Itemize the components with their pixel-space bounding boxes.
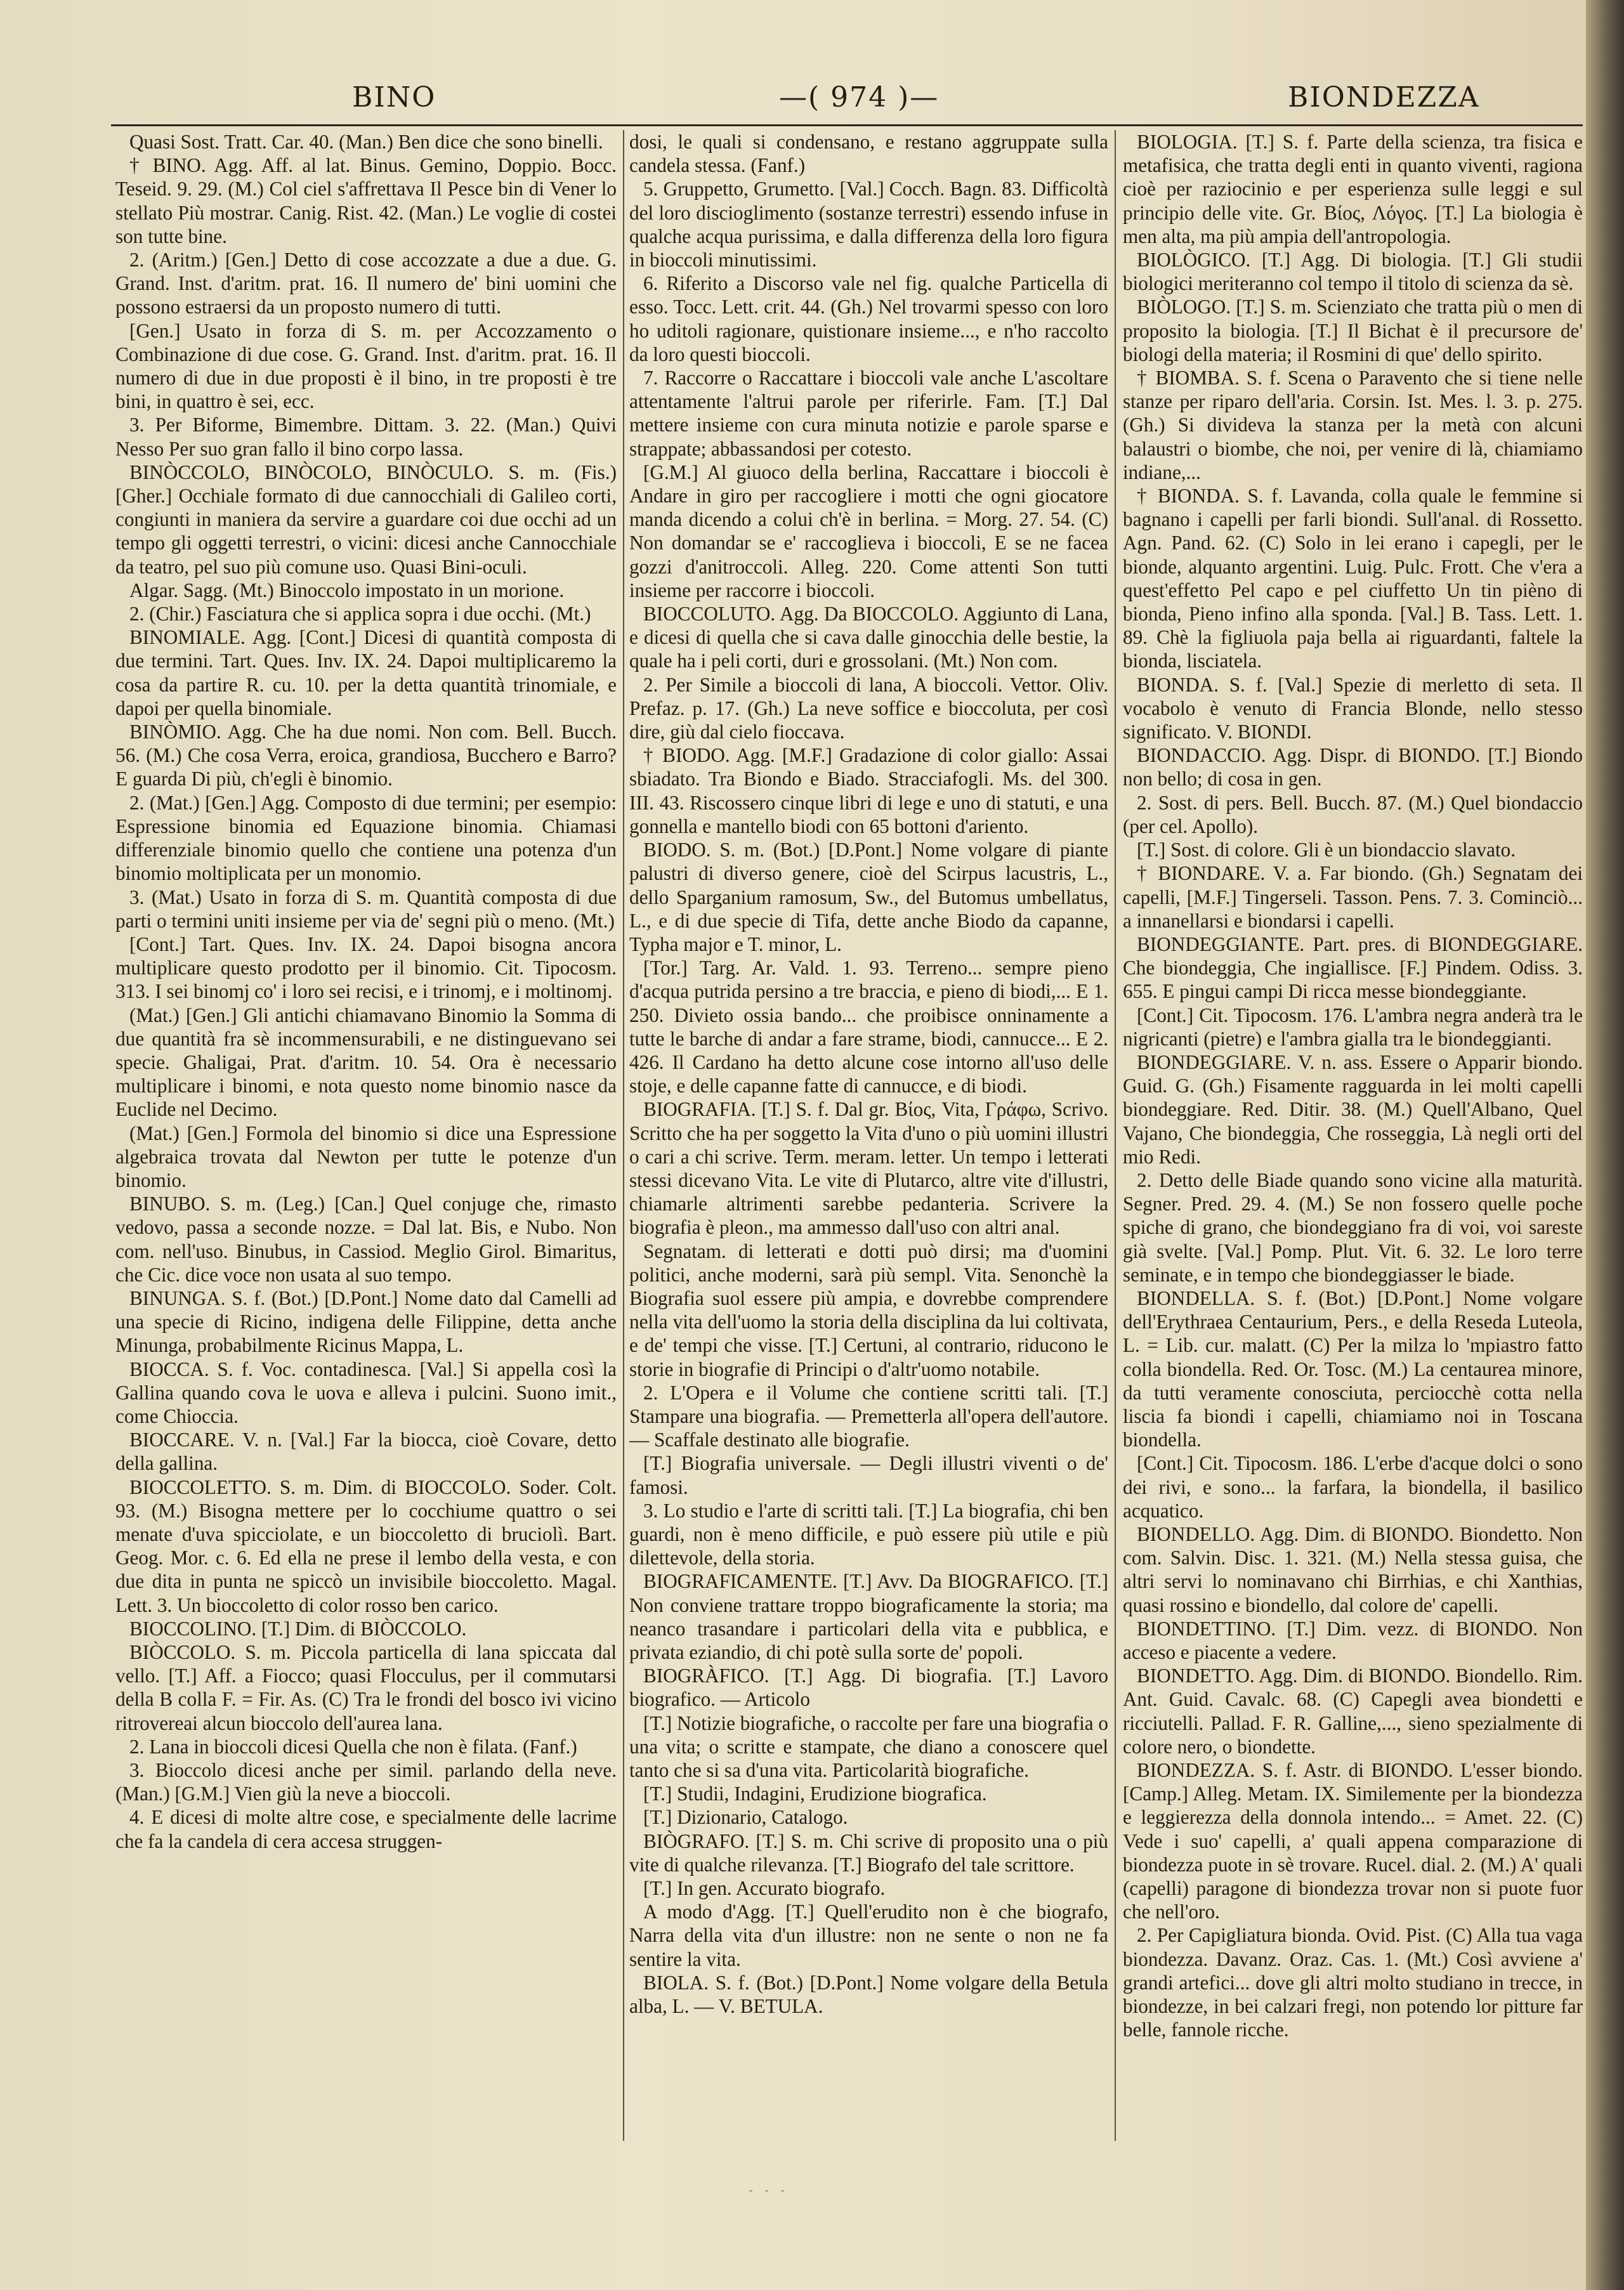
dictionary-entry: 7. Raccorre o Raccattare i bioccoli vale anche L'ascoltare attentamente l'altrui parole per riferirle. Fam. [T.] Dal mettere insieme con cura minuta notizie e parole sparse e strappate; abbassandosi per cotesto. bbox=[629, 367, 1108, 460]
dictionary-entry: BIODO. S. m. (Bot.) [D.Pont.] Nome volgare di piante palustri di diverso genere, cioè del Scirpus lacustris, L., dello Sparganium ramosum, Sw., del Butomus umbellatus, L., e di due specie di Tifa, dette anche Biodo da capanne, Typha major e T. minor, L. bbox=[629, 839, 1108, 955]
dictionary-entry: BIÒCCOLO. S. m. Piccola particella di lana spiccata dal vello. [T.] Aff. a Fiocco; quasi Flocculus, per il commutarsi della B colla F. = Fir. As. (C) Tra le frondi del bosco ivi vicino ritrovereai alcun bioccolo dell'aurea lana. bbox=[115, 1641, 617, 1734]
dictionary-entry: BINOMIALE. Agg. [Cont.] Dicesi di quantità composta di due termini. Tart. Ques. Inv. IX. 24. Dapoi multiplicaremo la cosa da partire R. cu. 10. per la detta quantità trinomiale, e dapoi per quella binomiale. bbox=[115, 626, 617, 719]
dictionary-entry: dosi, le quali si condensano, e restano aggruppate sulla candela stessa. (Fanf.) bbox=[629, 131, 1108, 177]
dictionary-entry: [Cont.] Cit. Tipocosm. 186. L'erbe d'acque dolci o sono dei rivi, e sono... la farfara, la biondella, il basilico acquatico. bbox=[1123, 1452, 1583, 1522]
dictionary-entry: BIONDELLO. Agg. Dim. di BIONDO. Biondetto. Non com. Salvin. Disc. 1. 321. (M.) Nella stessa guisa, che altri servi lo nominavano chi Birrhias, e chi Xanthias, quasi rossino e biondello, dal colore de' capelli. bbox=[1123, 1522, 1583, 1616]
dictionary-entry: 2. (Aritm.) [Gen.] Detto di cose accozzate a due a due. G. Grand. Inst. d'aritm. prat. 16. Il numero de' bini uomini che possono estraersi da un proposto numero di tutti. bbox=[115, 249, 617, 318]
dictionary-entry: † BIODO. Agg. [M.F.] Gradazione di color giallo: Assai sbiadato. Tra Biondo e Biado. Stracciafogli. Ms. del 300. III. 43. Riscossero cinque libri di lege e uno di statuti, e una gonnella e mantello biodi con 65 bottoni d'ariento. bbox=[629, 744, 1108, 837]
column-middle bbox=[629, 130, 1108, 2242]
dictionary-entry: BIOCCOLINO. [T.] Dim. di BIÒCCOLO. bbox=[129, 1617, 467, 1640]
dictionary-entry: [T.] In gen. Accurato biografo. bbox=[643, 1877, 886, 1900]
page-smudge: - - - bbox=[749, 2182, 789, 2197]
dictionary-entry: BIOLÒGICO. [T.] Agg. Di biologia. [T.] Gli studii biologici meriteranno col tempo il titolo di scienza da sè. bbox=[1123, 249, 1583, 295]
dictionary-entry: BIONDA. S. f. [Val.] Spezie di merletto di seta. Il vocabolo è venuto di Francia Blonde, nello stesso significato. V. BIONDI. bbox=[1123, 673, 1583, 743]
column-right bbox=[1123, 130, 1583, 2242]
dictionary-entry: 3. (Mat.) Usato in forza di S. m. Quantità composta di due parti o termini uniti insieme per via de' segni più o meno. (Mt.) bbox=[115, 886, 617, 932]
dictionary-entry: BINUNGA. S. f. (Bot.) [D.Pont.] Nome dato dal Camelli ad una specie di Ricino, indigena delle Filippine, detta anche Minunga, probabilmente Ricinus Mappa, L. bbox=[115, 1286, 617, 1357]
dictionary-entry: (Mat.) [Gen.] Formola del binomio si dice una Espressione algebraica trovata dal Newton per tutte le potenze d'un binomio. bbox=[115, 1122, 617, 1191]
dictionary-entry: [Cont.] Cit. Tipocosm. 176. L'ambra negra anderà tra le nigricanti (pietre) e l'ambra gialla tra le biondeggianti. bbox=[1123, 1004, 1583, 1050]
dictionary-entry: 2. (Chir.) Fasciatura che si applica sopra i due occhi. (Mt.) bbox=[129, 603, 591, 625]
dictionary-entry: 3. Bioccolo dicesi anche per simil. parlando della neve. (Man.) [G.M.] Vien giù la neve a bioccoli. bbox=[115, 1759, 617, 1805]
dictionary-entry: [G.M.] Al giuoco della berlina, Raccattare i bioccoli è Andare in giro per raccogliere i motti che ogni giocatore manda dicendo a colui ch'è in berlina. = Morg. 27. 54. (C) Non domandar se e' raccoglieva i bioccoli, E se ne facea gozzi d'anitroccoli. Alleg. 220. Come attenti Son tutti insieme per raccorre i bioccoli. bbox=[629, 461, 1108, 601]
dictionary-entry: BIONDEZZA. S. f. Astr. di BIONDO. L'esser biondo. [Camp.] Alleg. Metam. IX. Similemente per la biondezza e leggierezza della donnola intendo... = Amet. 22. (C) Vede i suo' capelli, a' quali appena comparazione di biondezza puote in sè trovare. Rucel. dial. 2. (M.) A' quali (capelli) paragone di biondezza trovar non si puote fuor che nell'oro. bbox=[1123, 1759, 1583, 1923]
dictionary-entry: BIÒGRAFO. [T.] S. m. Chi scrive di proposito una o più vite di qualche rilevanza. [T.] Biografo del tale scrittore. bbox=[629, 1829, 1108, 1876]
dictionary-entry: † BIOMBA. S. f. Scena o Paravento che si tiene nelle stanze per riparo dell'aria. Corsin. Ist. Mes. l. 3. p. 275. (Gh.) Si divideva la stanza per la metà con alcuni balaustri o biombe, che noi, per venire di là, chiamiamo indiane,... bbox=[1123, 367, 1583, 483]
dictionary-entry: [T.] Notizie biografiche, o raccolte per fare una biografia o una vita; o scritte e stampate, che diano a conoscere quel tanto che si sa d'una vita. Particolarità biografiche. bbox=[629, 1711, 1108, 1782]
header-right-guideword: BIONDEZZA bbox=[1288, 81, 1480, 114]
dictionary-entry: BIOGRAFICAMENTE. [T.] Avv. Da BIOGRAFICO. [T.] Non conviene trattare troppo biograficamente la storia; ma neanco trasandare i particolari della vita e pubblica, e privata eziandio, di chi potè sulla sorte de' popoli. bbox=[629, 1570, 1108, 1663]
dictionary-entry: [T.] Biografia universale. — Degli illustri viventi o de' famosi. bbox=[629, 1452, 1108, 1498]
dictionary-entry: 2. (Mat.) [Gen.] Agg. Composto di due termini; per esempio: Espressione binomia ed Equazione binomia. Chiamasi differenziale binomio quello che contiene una potenza d'un binomio moltiplicata per un monomio. bbox=[115, 791, 617, 885]
column-left bbox=[115, 130, 617, 2242]
dictionary-entry: [T.] Dizionario, Catalogo. bbox=[643, 1806, 848, 1829]
dictionary-entry: BIOCCOLUTO. Agg. Da BIOCCOLO. Aggiunto di Lana, e dicesi di quella che si cava dalle ginocchia delle bestie, la quale ha i peli corti, duri e grossolani. (Mt.) Non com. bbox=[629, 603, 1108, 672]
dictionary-entry: 6. Riferito a Discorso vale nel fig. qualche Particella di esso. Tocc. Lett. crit. 44. (Gh.) Nel trovarmi spesso con loro ho uditoli ragionare, quistionare insieme..., e n'ho raccolto da loro questi bioccoli. bbox=[629, 272, 1108, 365]
dictionary-entry: 3. Per Biforme, Bimembre. Dittam. 3. 22. (Man.) Quivi Nesso Per suo gran fallo il bino corpo lassa. bbox=[115, 414, 617, 460]
dictionary-entry: Segnatam. di letterati e dotti può dirsi; ma d'uomini politici, anche moderni, sarà più sempl. Vita. Senonchè la Biografia suol essere più ampia, e dovrebbe comprendere nella vita dell'uomo la storia della disciplina da lui coltivata, e de' tempi che visse. [T.] Certuni, al contrario, riducono le storie in biografie di Principi o d'altr'uomo notabile. bbox=[629, 1240, 1108, 1380]
dictionary-entry: BIONDACCIO. Agg. Dispr. di BIONDO. [T.] Biondo non bello; di cosa in gen. bbox=[1123, 744, 1583, 790]
dictionary-entry: 2. Detto delle Biade quando sono vicine alla maturità. Segner. Pred. 29. 4. (M.) Se non fossero quelle poche spiche di grano, che biondeggiano fra di voi, voi sareste già svelte. [Val.] Pomp. Plut. Vit. 6. 32. Le loro terre seminate, e in tempo che biondeggiasser le biade. bbox=[1123, 1168, 1583, 1286]
column-divider bbox=[623, 130, 624, 2141]
page-number: —( 974 )— bbox=[779, 81, 940, 114]
dictionary-entry: BINÒCCOLO, BINÒCOLO, BINÒCULO. S. m. (Fis.) [Gher.] Occhiale formato di due cannocchiali di Galileo corti, congiunti in maniera da servire a guardare coi due occhi ad un tempo gli oggetti terrestri, o vicini: dicesi anche Cannocchiale da teatro, pel suo più comune uso. Quasi Bini-oculi. bbox=[115, 461, 617, 578]
dictionary-entry: BIOLOGIA. [T.] S. f. Parte della scienza, tra fisica e metafisica, che tratta degli enti in quanto viventi, ragiona cioè per raziocinio e per esperienza sulle leggi e sul principio delle vite. Gr. Βίος, Λόγος. [T.] La biologia è men alta, ma più ampia dell'antropologia. bbox=[1123, 131, 1583, 247]
dictionary-entry: BINÒMIO. Agg. Che ha due nomi. Non com. Bell. Bucch. 56. (M.) Che cosa Verra, eroica, grandiosa, Bucchero e Barro? E guarda Di più, ch'egli è binomio. bbox=[115, 721, 617, 790]
header-rule bbox=[111, 124, 1583, 126]
dictionary-entry: BIOLA. S. f. (Bot.) [D.Pont.] Nome volgare della Betula alba, L. — V. BETULA. bbox=[629, 1971, 1108, 2018]
dictionary-entry: BIONDETTINO. [T.] Dim. vezz. di BIONDO. Non acceso e piacente a vedere. bbox=[1123, 1617, 1583, 1663]
dictionary-entry: † BINO. Agg. Aff. al lat. Binus. Gemino, Doppio. Bocc. Teseid. 9. 29. (M.) Col ciel s'affrettava Il Pesce bin di Vener lo stellato Più mostrar. Canig. Rist. 42. (Man.) Le voglie di costei son tutte bine. bbox=[115, 154, 617, 247]
dictionary-entry: BINUBO. S. m. (Leg.) [Can.] Quel conjuge che, rimasto vedovo, passa a seconde nozze. = Dal lat. Bis, e Nubo. Non com. nell'uso. Binubus, in Cassiod. Meglio Girol. Bimaritus, che Cic. dice voce non usata al suo tempo. bbox=[115, 1193, 617, 1286]
dictionary-entry: BIOCCA. S. f. Voc. contadinesca. [Val.] Si appella così la Gallina quando cova le uova e alleva i pulcini. Suono imit., come Chioccia. bbox=[115, 1358, 617, 1427]
dictionary-entry: (Mat.) [Gen.] Gli antichi chiamavano Binomio la Somma di due quantità fra sè incommensurabili, e ne distinguevano sei specie. Ghaligai, Prat. d'aritm. 10. 54. Ora è necessario multiplicare i binomi, e nota questo nome binomio nasce da Euclide nel Decimo. bbox=[115, 1004, 617, 1121]
column-divider bbox=[1115, 130, 1116, 2141]
dictionary-entry: 4. E dicesi di molte altre cose, e specialmente delle lacrime che fa la candela di cera accesa struggen- bbox=[115, 1806, 617, 1852]
dictionary-entry: 2. Per Capigliatura bionda. Ovid. Pist. (C) Alla tua vaga biondezza. Davanz. Oraz. Cas. 1. (Mt.) Così avviene a' grandi artefici... dove gli altri molto studiano in trecce, in biondezze, in bei calzari fregi, non potendo lor pitture far belle, fannole ricche. bbox=[1123, 1924, 1583, 2041]
dictionary-entry: † BIONDARE. V. a. Far biondo. (Gh.) Segnatam dei capelli, [M.F.] Tingerseli. Tasson. Pens. 7. 3. Cominciò... a innanellarsi e biondarsi i capelli. bbox=[1123, 862, 1583, 932]
dictionary-entry: [T.] Studii, Indagini, Erudizione biografica. bbox=[643, 1783, 987, 1805]
dictionary-entry: BIOGRAFIA. [T.] S. f. Dal gr. Βίος, Vita, Γράφω, Scrivo. Scritto che ha per soggetto la Vita d'uno o più uomini illustri o cari a chi scrive. Term. meram. letter. Un tempo i letterati stessi dicevano Vita. Le vite di Plutarco, altre vite d'illustri, chiamarle altrimenti sarebbe pedanteria. Scrivere la biografia è pleon., ma ammesso dall'uso con altri anal. bbox=[629, 1098, 1108, 1239]
dictionary-entry: BIOCCARE. V. n. [Val.] Far la biocca, cioè Covare, detto della gallina. bbox=[115, 1429, 617, 1475]
dictionary-entry: [Cont.] Tart. Ques. Inv. IX. 24. Dapoi bisogna ancora multiplicare questo prodotto per il binomio. Cit. Tipocosm. 313. I sei binomj co' i loro sei recisi, e i trinomj, e i moltinomj. bbox=[115, 932, 617, 1003]
dictionary-entry: 3. Lo studio e l'arte di scritti tali. [T.] La biografia, chi ben guardi, non è meno difficile, e può essere più utile e più dilettevole, della storia. bbox=[629, 1499, 1108, 1569]
dictionary-entry: [Gen.] Usato in forza di S. m. per Accozzamento o Combinazione di due cose. G. Grand. Inst. d'aritm. prat. 16. Il numero di due in due proposti è il bino, in tre proposti è tre bini, in quattro è sei, ecc. bbox=[115, 319, 617, 413]
dictionary-entry: 2. Lana in bioccoli dicesi Quella che non è filata. (Fanf.) bbox=[129, 1735, 577, 1758]
dictionary-entry: BIÒLOGO. [T.] S. m. Scienziato che tratta più o men di proposito la biologia. [T.] Il Bichat è il precursore de' biologi della materia; il Rosmini di que' dello spirito. bbox=[1123, 296, 1583, 365]
dictionary-entry: 2. Sost. di pers. Bell. Bucch. 87. (M.) Quel biondaccio (per cel. Apollo). bbox=[1123, 791, 1583, 837]
dictionary-entry: [T.] Sost. di colore. Gli è un biondaccio slavato. bbox=[1137, 839, 1516, 861]
dictionary-entry: BIONDEGGIARE. V. n. ass. Essere o Apparir biondo. Guid. G. (Gh.) Fisamente ragguarda in lei molti capelli biondeggiare. Red. Ditir. 38. (M.) Quell'Albano, Quel Vajano, Che biondeggia, Che rosseggia, Là negli orti del mio Redi. bbox=[1123, 1050, 1583, 1168]
dictionary-entry: BIOGRÀFICO. [T.] Agg. Di biografia. [T.] Lavoro biografico. — Articolo bbox=[629, 1665, 1108, 1711]
dictionary-entry: 2. L'Opera e il Volume che contiene scritti tali. [T.] Stampare una biografia. — Premetterla all'opera dell'autore. — Scaffale destinato alle biografie. bbox=[629, 1381, 1108, 1451]
dictionary-entry: 5. Gruppetto, Grumetto. [Val.] Cocch. Bagn. 83. Difficoltà del loro discioglimento (sostanze terrestri) essendo infuse in qualche acqua purissima, e dalla differenza della loro figura in bioccoli minutissimi. bbox=[629, 178, 1108, 272]
dictionary-entry: BIONDEGGIANTE. Part. pres. di BIONDEGGIARE. Che biondeggia, Che ingiallisce. [F.] Pindem. Odiss. 3. 655. E pingui campi Di ricca messe biondeggiante. bbox=[1123, 932, 1583, 1003]
dictionary-entry: [Tor.] Targ. Ar. Vald. 1. 93. Terreno... sempre pieno d'acqua putrida persino a tre braccia, e pieno di biodi,... E 1. 250. Divieto ossia bando... che proibisce onninamente a tutte le barche di andar a fare strame, biodi, cannucce... E 2. 426. Il Cardano ha detto alcune cose intorno all'uso delle stoje, e delle capanne fatte di cannucce, e di biodi. bbox=[629, 957, 1108, 1097]
dictionary-entry: † BIONDA. S. f. Lavanda, colla quale le femmine si bagnano i capelli per farli biondi. Sull'anal. di Rossetto. Agn. Pand. 62. (C) Solo in lei erano i capegli, per le bionde, alquanto argentini. Luig. Pulc. Frott. Che v'era a quest'effetto Pel capo e pel ciuffetto Un tin pièno di bionda, Pieno infino alla sponda. [Val.] B. Tass. Lett. 1. 89. Chè la figliuola paja bella ai riguardanti, faltele la bionda, lisciatela. bbox=[1123, 485, 1583, 672]
dictionary-entry: Quasi Sost. Tratt. Car. 40. (Man.) Ben dice che sono binelli. bbox=[129, 131, 603, 153]
header-left-guideword: BINO bbox=[352, 81, 436, 114]
page-header bbox=[0, 81, 1586, 126]
dictionary-entry: Algar. Sagg. (Mt.) Binoccolo impostato in un morione. bbox=[129, 579, 565, 601]
dictionary-entry: A modo d'Agg. [T.] Quell'erudito non è che biografo, Narra della vita d'un illustre: non ne sente o non ne fa sentire la vita. bbox=[629, 1901, 1108, 1970]
dictionary-entry: BIOCCOLETTO. S. m. Dim. di BIOCCOLO. Soder. Colt. 93. (M.) Bisogna mettere per lo cocchiume quattro o sei menate d'uva spicciolate, e un bioccoletto di bruciolì. Bart. Geog. Mor. c. 6. Ed ella ne prese il lembo della vesta, e con due dita in punta ne spiccò un invisibile bioccoletto. Magal. Lett. 3. Un bioccoletto di color rosso ben carico. bbox=[115, 1475, 617, 1616]
dictionary-entry: BIONDETTO. Agg. Dim. di BIONDO. Biondello. Rim. Ant. Guid. Cavalc. 68. (C) Capegli avea biondetti e ricciutelli. Pallad. F. R. Galline,..., sieno spezialmente di colore nero, o biondette. bbox=[1123, 1665, 1583, 1758]
dictionary-entry: 2. Per Simile a bioccoli di lana, A bioccoli. Vettor. Oliv. Prefaz. p. 17. (Gh.) La neve soffice e bioccoluta, per così dire, giù dal cielo fioccava. bbox=[629, 673, 1108, 743]
dictionary-entry: BIONDELLA. S. f. (Bot.) [D.Pont.] Nome volgare dell'Erythraea Centaurium, Pers., e della Reseda Luteola, L. = Lib. cur. malatt. (C) Per la milza lo 'mpiastro fatto colla biondella. Red. Or. Tosc. (M.) La centaurea minore, da tutti veramente conosciuta, perciocchè cotta nella liscia fa biondi i capelli, chiamiamo noi in Toscana biondella. bbox=[1123, 1286, 1583, 1451]
book-spine-shadow bbox=[1586, 0, 1624, 2290]
